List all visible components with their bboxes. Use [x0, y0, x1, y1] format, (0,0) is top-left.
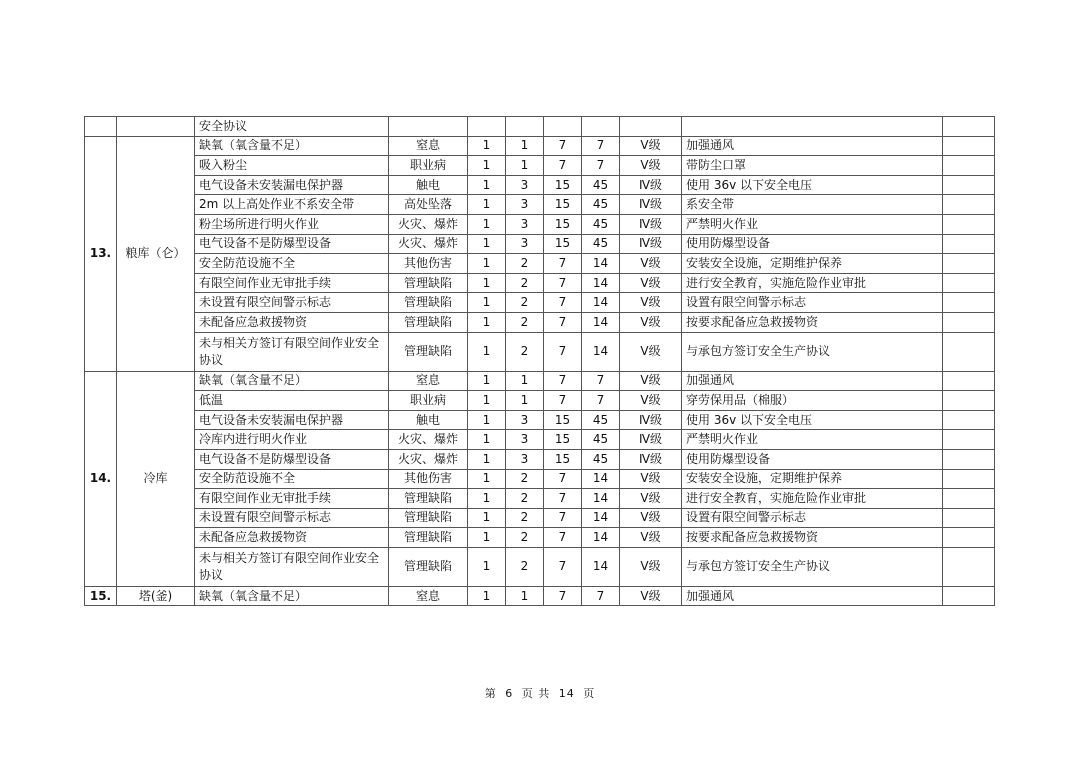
index-cell: 15. [85, 586, 117, 606]
c-value-cell: 15 [544, 449, 582, 469]
c-value-cell: 15 [544, 234, 582, 254]
table-row [85, 410, 995, 430]
hazard-cell: 电气设备未安装漏电保护器 [195, 175, 389, 195]
risk-level-cell: Ⅴ级 [620, 489, 682, 509]
table-row [85, 117, 995, 137]
risk-level-cell: Ⅴ级 [620, 156, 682, 176]
risk-level-cell: Ⅴ级 [620, 136, 682, 156]
consequence-cell: 管理缺陷 [389, 312, 468, 332]
measure-cell: 系安全带 [682, 195, 943, 215]
e-value-cell [506, 117, 544, 137]
d-value-cell: 45 [582, 214, 620, 234]
table-row [85, 371, 995, 391]
d-value-cell: 14 [582, 312, 620, 332]
consequence-cell: 火灾、爆炸 [389, 214, 468, 234]
hazard-cell: 未与相关方签订有限空间作业安全协议 [195, 547, 389, 586]
hazard-cell: 未配备应急救援物资 [195, 312, 389, 332]
measure-cell: 安装安全设施，定期维护保养 [682, 254, 943, 274]
e-value-cell: 2 [506, 528, 544, 548]
measure-cell: 加强通风 [682, 586, 943, 606]
measure-cell: 进行安全教育，实施危险作业审批 [682, 489, 943, 509]
remark-cell [943, 586, 995, 606]
risk-level-cell: Ⅴ级 [620, 293, 682, 313]
d-value-cell: 14 [582, 508, 620, 528]
table-row [85, 293, 995, 313]
measure-cell: 安装安全设施，定期维护保养 [682, 469, 943, 489]
c-value-cell: 7 [544, 489, 582, 509]
d-value-cell: 45 [582, 195, 620, 215]
consequence-cell: 管理缺陷 [389, 528, 468, 548]
d-value-cell: 7 [582, 136, 620, 156]
measure-cell: 按要求配备应急救援物资 [682, 528, 943, 548]
consequence-cell: 高处坠落 [389, 195, 468, 215]
footer-total-pages: 14 [558, 687, 575, 700]
risk-level-cell [620, 117, 682, 137]
hazard-cell: 缺氧（氧含量不足） [195, 371, 389, 391]
risk-level-cell: Ⅴ级 [620, 586, 682, 606]
table-row [85, 586, 995, 606]
consequence-cell: 其他伤害 [389, 254, 468, 274]
measure-cell [682, 117, 943, 137]
table-row [85, 156, 995, 176]
l-value-cell: 1 [468, 234, 506, 254]
table-row [85, 214, 995, 234]
c-value-cell: 15 [544, 175, 582, 195]
e-value-cell: 1 [506, 156, 544, 176]
risk-level-cell: Ⅳ级 [620, 175, 682, 195]
e-value-cell: 1 [506, 391, 544, 411]
consequence-cell: 管理缺陷 [389, 332, 468, 371]
measure-cell: 使用防爆型设备 [682, 234, 943, 254]
risk-level-cell: Ⅳ级 [620, 410, 682, 430]
remark-cell [943, 175, 995, 195]
c-value-cell: 15 [544, 430, 582, 450]
hazard-cell: 2m 以上高处作业不系安全带 [195, 195, 389, 215]
c-value-cell: 7 [544, 312, 582, 332]
l-value-cell: 1 [468, 430, 506, 450]
consequence-cell: 火灾、爆炸 [389, 234, 468, 254]
risk-level-cell: Ⅴ级 [620, 391, 682, 411]
table-body [85, 117, 995, 606]
c-value-cell: 7 [544, 254, 582, 274]
consequence-cell: 其他伤害 [389, 469, 468, 489]
consequence-cell: 火灾、爆炸 [389, 449, 468, 469]
table-row [85, 136, 995, 156]
measure-cell: 带防尘口罩 [682, 156, 943, 176]
c-value-cell: 15 [544, 410, 582, 430]
footer-suffix: 页 [583, 687, 596, 700]
d-value-cell: 45 [582, 410, 620, 430]
remark-cell [943, 469, 995, 489]
c-value-cell: 7 [544, 547, 582, 586]
hazard-cell: 未配备应急救援物资 [195, 528, 389, 548]
d-value-cell: 14 [582, 293, 620, 313]
table-row [85, 449, 995, 469]
l-value-cell: 1 [468, 214, 506, 234]
c-value-cell: 7 [544, 293, 582, 313]
risk-level-cell: Ⅴ级 [620, 273, 682, 293]
measure-cell: 与承包方签订安全生产协议 [682, 547, 943, 586]
table-row [85, 469, 995, 489]
e-value-cell: 1 [506, 586, 544, 606]
measure-cell: 严禁明火作业 [682, 430, 943, 450]
consequence-cell: 管理缺陷 [389, 273, 468, 293]
risk-assessment-table [84, 116, 995, 606]
e-value-cell: 2 [506, 489, 544, 509]
d-value-cell: 14 [582, 469, 620, 489]
measure-cell: 加强通风 [682, 136, 943, 156]
l-value-cell: 1 [468, 293, 506, 313]
remark-cell [943, 547, 995, 586]
c-value-cell: 7 [544, 371, 582, 391]
hazard-cell: 安全防范设施不全 [195, 469, 389, 489]
table-row [85, 489, 995, 509]
hazard-cell: 安全防范设施不全 [195, 254, 389, 274]
c-value-cell: 7 [544, 332, 582, 371]
measure-cell: 设置有限空间警示标志 [682, 293, 943, 313]
measure-cell: 使用防爆型设备 [682, 449, 943, 469]
d-value-cell: 14 [582, 528, 620, 548]
d-value-cell: 45 [582, 449, 620, 469]
remark-cell [943, 156, 995, 176]
place-cell: 塔(釜) [117, 586, 195, 606]
remark-cell [943, 214, 995, 234]
place-cell [117, 117, 195, 137]
e-value-cell: 2 [506, 312, 544, 332]
l-value-cell: 1 [468, 528, 506, 548]
l-value-cell: 1 [468, 332, 506, 371]
measure-cell: 严禁明火作业 [682, 214, 943, 234]
d-value-cell: 14 [582, 547, 620, 586]
consequence-cell: 窒息 [389, 136, 468, 156]
hazard-cell: 有限空间作业无审批手续 [195, 273, 389, 293]
risk-level-cell: Ⅳ级 [620, 214, 682, 234]
hazard-cell: 有限空间作业无审批手续 [195, 489, 389, 509]
hazard-cell: 冷库内进行明火作业 [195, 430, 389, 450]
measure-cell: 加强通风 [682, 371, 943, 391]
l-value-cell: 1 [468, 254, 506, 274]
place-cell: 粮库（仑） [117, 136, 195, 371]
risk-level-cell: Ⅳ级 [620, 430, 682, 450]
l-value-cell: 1 [468, 312, 506, 332]
remark-cell [943, 449, 995, 469]
risk-level-cell: Ⅴ级 [620, 312, 682, 332]
index-cell [85, 117, 117, 137]
remark-cell [943, 195, 995, 215]
measure-cell: 使用 36v 以下安全电压 [682, 410, 943, 430]
remark-cell [943, 234, 995, 254]
table-row [85, 430, 995, 450]
c-value-cell: 7 [544, 586, 582, 606]
table-row [85, 273, 995, 293]
consequence-cell: 职业病 [389, 391, 468, 411]
l-value-cell: 1 [468, 410, 506, 430]
e-value-cell: 3 [506, 410, 544, 430]
table-row [85, 547, 995, 586]
risk-level-cell: Ⅴ级 [620, 254, 682, 274]
remark-cell [943, 254, 995, 274]
measure-cell: 穿劳保用品（棉服） [682, 391, 943, 411]
remark-cell [943, 136, 995, 156]
consequence-cell: 窒息 [389, 371, 468, 391]
e-value-cell: 3 [506, 195, 544, 215]
l-value-cell: 1 [468, 156, 506, 176]
consequence-cell [389, 117, 468, 137]
c-value-cell: 7 [544, 391, 582, 411]
remark-cell [943, 391, 995, 411]
remark-cell [943, 430, 995, 450]
l-value-cell: 1 [468, 136, 506, 156]
d-value-cell: 14 [582, 489, 620, 509]
e-value-cell: 2 [506, 293, 544, 313]
hazard-cell: 未设置有限空间警示标志 [195, 508, 389, 528]
e-value-cell: 3 [506, 449, 544, 469]
table-row [85, 312, 995, 332]
l-value-cell: 1 [468, 175, 506, 195]
remark-cell [943, 410, 995, 430]
d-value-cell: 7 [582, 371, 620, 391]
c-value-cell [544, 117, 582, 137]
remark-cell [943, 293, 995, 313]
hazard-cell: 电气设备不是防爆型设备 [195, 449, 389, 469]
remark-cell [943, 489, 995, 509]
table-row [85, 508, 995, 528]
l-value-cell: 1 [468, 371, 506, 391]
risk-level-cell: Ⅴ级 [620, 547, 682, 586]
measure-cell: 按要求配备应急救援物资 [682, 312, 943, 332]
d-value-cell: 7 [582, 156, 620, 176]
index-cell: 14. [85, 371, 117, 586]
hazard-cell: 吸入粉尘 [195, 156, 389, 176]
c-value-cell: 7 [544, 528, 582, 548]
remark-cell [943, 312, 995, 332]
d-value-cell: 45 [582, 430, 620, 450]
remark-cell [943, 528, 995, 548]
l-value-cell: 1 [468, 586, 506, 606]
remark-cell [943, 117, 995, 137]
index-cell: 13. [85, 136, 117, 371]
d-value-cell: 45 [582, 234, 620, 254]
l-value-cell: 1 [468, 449, 506, 469]
table-row [85, 195, 995, 215]
risk-level-cell: Ⅴ级 [620, 371, 682, 391]
consequence-cell: 管理缺陷 [389, 547, 468, 586]
d-value-cell: 14 [582, 254, 620, 274]
l-value-cell: 1 [468, 391, 506, 411]
risk-level-cell: Ⅳ级 [620, 234, 682, 254]
l-value-cell: 1 [468, 469, 506, 489]
e-value-cell: 3 [506, 214, 544, 234]
consequence-cell: 窒息 [389, 586, 468, 606]
e-value-cell: 2 [506, 469, 544, 489]
place-cell: 冷库 [117, 371, 195, 586]
hazard-cell: 缺氧（氧含量不足） [195, 586, 389, 606]
l-value-cell: 1 [468, 508, 506, 528]
table-row [85, 332, 995, 371]
remark-cell [943, 371, 995, 391]
d-value-cell: 45 [582, 175, 620, 195]
hazard-cell: 粉尘场所进行明火作业 [195, 214, 389, 234]
consequence-cell: 火灾、爆炸 [389, 430, 468, 450]
e-value-cell: 1 [506, 136, 544, 156]
risk-level-cell: Ⅳ级 [620, 449, 682, 469]
risk-level-cell: Ⅴ级 [620, 469, 682, 489]
e-value-cell: 3 [506, 234, 544, 254]
d-value-cell: 7 [582, 586, 620, 606]
hazard-cell: 电气设备未安装漏电保护器 [195, 410, 389, 430]
c-value-cell: 7 [544, 469, 582, 489]
consequence-cell: 职业病 [389, 156, 468, 176]
consequence-cell: 管理缺陷 [389, 293, 468, 313]
footer-prefix: 第 [484, 687, 497, 700]
c-value-cell: 7 [544, 508, 582, 528]
hazard-cell: 缺氧（氧含量不足） [195, 136, 389, 156]
hazard-cell: 未与相关方签订有限空间作业安全协议 [195, 332, 389, 371]
table-row [85, 254, 995, 274]
table-row [85, 391, 995, 411]
l-value-cell: 1 [468, 547, 506, 586]
e-value-cell: 2 [506, 508, 544, 528]
risk-level-cell: Ⅴ级 [620, 508, 682, 528]
consequence-cell: 触电 [389, 175, 468, 195]
l-value-cell: 1 [468, 273, 506, 293]
page-footer [0, 685, 1080, 701]
c-value-cell: 15 [544, 214, 582, 234]
c-value-cell: 7 [544, 273, 582, 293]
measure-cell: 使用 36v 以下安全电压 [682, 175, 943, 195]
measure-cell: 进行安全教育，实施危险作业审批 [682, 273, 943, 293]
risk-level-cell: Ⅴ级 [620, 332, 682, 371]
remark-cell [943, 273, 995, 293]
l-value-cell: 1 [468, 489, 506, 509]
d-value-cell [582, 117, 620, 137]
hazard-cell: 未设置有限空间警示标志 [195, 293, 389, 313]
table-row [85, 175, 995, 195]
risk-level-cell: Ⅳ级 [620, 195, 682, 215]
hazard-cell: 低温 [195, 391, 389, 411]
remark-cell [943, 508, 995, 528]
e-value-cell: 1 [506, 371, 544, 391]
footer-mid: 页 共 [521, 687, 551, 700]
e-value-cell: 2 [506, 273, 544, 293]
c-value-cell: 15 [544, 195, 582, 215]
table-row [85, 234, 995, 254]
l-value-cell [468, 117, 506, 137]
e-value-cell: 2 [506, 332, 544, 371]
d-value-cell: 14 [582, 273, 620, 293]
hazard-cell: 安全协议 [195, 117, 389, 137]
c-value-cell: 7 [544, 156, 582, 176]
risk-level-cell: Ⅴ级 [620, 528, 682, 548]
e-value-cell: 3 [506, 175, 544, 195]
l-value-cell: 1 [468, 195, 506, 215]
measure-cell: 与承包方签订安全生产协议 [682, 332, 943, 371]
e-value-cell: 2 [506, 254, 544, 274]
footer-page-number: 6 [505, 687, 514, 700]
hazard-cell: 电气设备不是防爆型设备 [195, 234, 389, 254]
remark-cell [943, 332, 995, 371]
d-value-cell: 14 [582, 332, 620, 371]
d-value-cell: 7 [582, 391, 620, 411]
measure-cell: 设置有限空间警示标志 [682, 508, 943, 528]
table-row [85, 528, 995, 548]
consequence-cell: 管理缺陷 [389, 489, 468, 509]
e-value-cell: 2 [506, 547, 544, 586]
c-value-cell: 7 [544, 136, 582, 156]
consequence-cell: 管理缺陷 [389, 508, 468, 528]
consequence-cell: 触电 [389, 410, 468, 430]
e-value-cell: 3 [506, 430, 544, 450]
